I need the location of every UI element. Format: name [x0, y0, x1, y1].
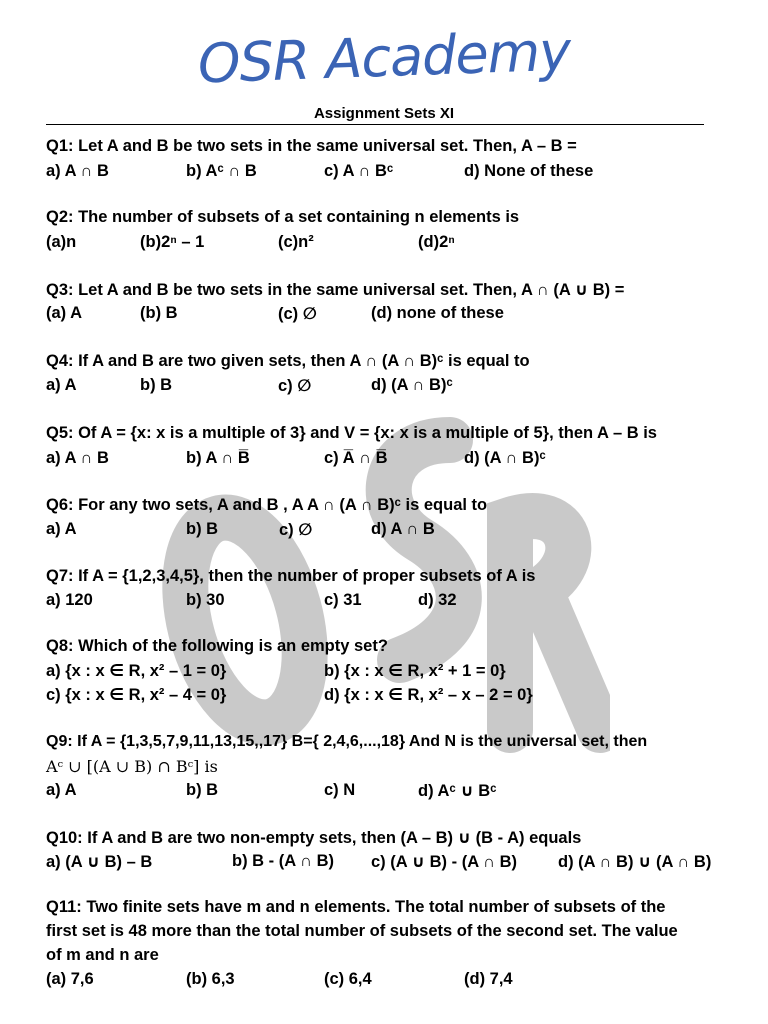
option-a: (a) 7,6 [46, 970, 94, 988]
option-d: (d) none of these [371, 304, 504, 322]
option-b: b) B [186, 781, 219, 799]
option-d: d) (A ∩ B) ∪ (A ∩ B) [558, 853, 712, 871]
options-7 [46, 591, 746, 613]
option-a: a) {x : x ∈ R, x² – 1 = 0} [46, 662, 227, 680]
option-a: a) A [46, 520, 77, 538]
title-divider [46, 124, 704, 125]
option-c: c) ∅ [279, 521, 313, 539]
options-4 [46, 376, 746, 398]
options-6 [46, 520, 746, 542]
option-d: d) A ∩ B [371, 520, 435, 538]
question-3: Q3: Let A and B be two sets in the same universal set. Then, A ∩ (A ∪ B) = [46, 281, 625, 299]
option-d: d) 32 [418, 591, 457, 609]
option-c: c) 31 [324, 591, 362, 609]
option-a: a) A ∩ B [46, 162, 109, 180]
option-b: (b) 6,3 [186, 970, 235, 988]
option-d: d) Aᶜ ∪ Bᶜ [418, 782, 497, 800]
question-5: Q5: Of A = {x: x is a multiple of 3} and V = {x: x is a multiple of 5}, then A – B is [46, 424, 657, 442]
option-c: (c)n² [278, 233, 314, 251]
options-9 [46, 781, 746, 803]
question-1: Q1: Let A and B be two sets in the same universal set. Then, A – B = [46, 137, 577, 155]
option-b: b) B [186, 520, 219, 538]
question-11-line1: Q11: Two finite sets have m and n elements. The total number of subsets of the [46, 898, 666, 916]
option-a: a) A ∩ B [46, 449, 109, 467]
option-a: (a)n [46, 233, 77, 251]
option-b: b) {x : x ∈ R, x² + 1 = 0} [324, 662, 506, 680]
option-c: c) A̅ ∩ B̅ [324, 449, 388, 467]
question-4: Q4: If A and B are two given sets, then A ∩ (A ∩ B)ᶜ is equal to [46, 352, 530, 370]
options-1 [46, 162, 746, 184]
question-8: Q8: Which of the following is an empty set? [46, 637, 388, 655]
option-b: b) A ∩ B̅ [186, 449, 250, 467]
question-11-line2: first set is 48 more than the total number of subsets of the second set. The value [46, 922, 678, 940]
option-c: c) A ∩ Bᶜ [324, 162, 394, 180]
question-9: Q9: If A = {1,3,5,7,9,11,13,15,,17} B={ 2,4,6,...,18} And N is the universal set, then [46, 733, 648, 750]
options-2 [46, 233, 746, 255]
option-c: c) (A ∪ B) - (A ∩ B) [371, 853, 517, 871]
question-2: Q2: The number of subsets of a set containing n elements is [46, 208, 520, 226]
option-c: (c) 6,4 [324, 970, 372, 988]
option-d: d) None of these [464, 162, 594, 180]
option-c: c) {x : x ∈ R, x² – 4 = 0} [46, 686, 227, 704]
option-b: b) B [140, 376, 173, 394]
option-d: d) (A ∩ B)ᶜ [464, 449, 546, 467]
options-8-row1 [46, 661, 746, 683]
option-c: c) N [324, 781, 356, 799]
options-8-row2 [46, 685, 746, 707]
option-b: b) 30 [186, 591, 225, 609]
options-5 [46, 449, 746, 471]
option-b: (b) B [140, 304, 178, 322]
options-3 [46, 304, 746, 326]
question-11-line3: of m and n are [46, 946, 159, 964]
question-9-expression: Aᶜ ∪ [(A ∪ B) ∩ Bᶜ] is [46, 757, 218, 776]
option-a: a) A [46, 376, 77, 394]
option-b: b) B - (A ∩ B) [232, 852, 335, 870]
option-b: (b)2ⁿ – 1 [140, 233, 205, 251]
option-a: (a) A [46, 304, 83, 322]
option-d: (d)2ⁿ [418, 233, 455, 251]
question-10: Q10: If A and B are two non-empty sets, then (A – B) ∪ (B - A) equals [46, 829, 582, 847]
options-11 [46, 970, 746, 992]
options-10 [46, 852, 746, 874]
option-d: (d) 7,4 [464, 970, 513, 988]
option-c: c) ∅ [278, 377, 312, 395]
option-a: a) A [46, 781, 77, 799]
option-d: d) (A ∩ B)ᶜ [371, 376, 453, 394]
option-d: d) {x : x ∈ R, x² – x – 2 = 0} [324, 686, 533, 704]
option-c: (c) ∅ [278, 305, 317, 323]
option-a: a) (A ∪ B) – B [46, 853, 153, 871]
option-a: a) 120 [46, 591, 93, 609]
page-title: Assignment Sets XI [313, 105, 455, 122]
academy-logo: OSR Academy [196, 19, 572, 96]
option-b: b) Aᶜ ∩ B [186, 162, 257, 180]
question-7: Q7: If A = {1,2,3,4,5}, then the number of proper subsets of A is [46, 567, 536, 585]
question-6: Q6: For any two sets, A and B , A A ∩ (A ∩ B)ᶜ is equal to [46, 496, 488, 514]
